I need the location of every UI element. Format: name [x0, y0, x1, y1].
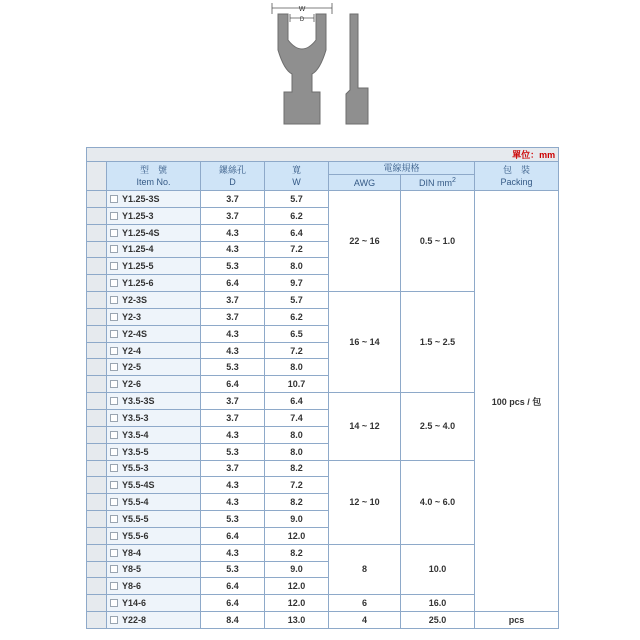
row-checkbox[interactable] — [110, 498, 118, 506]
item-no-text: Y2-3S — [122, 294, 148, 305]
item-no-text: Y5.5-5 — [122, 513, 149, 524]
terminal-side-view — [346, 14, 368, 124]
table-row — [87, 612, 559, 629]
row-checkbox[interactable] — [110, 549, 118, 557]
width-w-cell: 6.5 — [265, 325, 329, 342]
awg-cell: 22 ~ 16 — [329, 191, 401, 292]
din-cell: 0.5 ~ 1.0 — [401, 191, 475, 292]
left-padding-cell — [87, 426, 107, 443]
left-padding-cell — [87, 292, 107, 309]
header-din: DIN $mm^2$ — [401, 175, 475, 191]
width-w-cell: 8.0 — [265, 443, 329, 460]
width-w-cell: 7.2 — [265, 342, 329, 359]
item-no-cell — [107, 308, 201, 325]
width-w-cell: 9.0 — [265, 511, 329, 528]
left-padding-cell — [87, 191, 107, 208]
hole-d-cell: 3.7 — [201, 409, 265, 426]
left-padding-cell — [87, 494, 107, 511]
width-w-cell: 12.0 — [265, 595, 329, 612]
width-w-cell: 10.7 — [265, 376, 329, 393]
width-w-cell: 7.4 — [265, 409, 329, 426]
row-checkbox[interactable] — [110, 195, 118, 203]
din-cell: 16.0 — [401, 595, 475, 612]
row-checkbox[interactable] — [110, 481, 118, 489]
item-no-text: Y3.5-3S — [122, 396, 155, 407]
hole-d-cell: 8.4 — [201, 612, 265, 629]
awg-cell: 4 — [329, 612, 401, 629]
hole-d-cell: 4.3 — [201, 477, 265, 494]
item-no-cell — [107, 477, 201, 494]
left-padding-cell — [87, 342, 107, 359]
din-cell: 10.0 — [401, 544, 475, 595]
dimension-w-label: W — [298, 6, 306, 13]
row-checkbox[interactable] — [110, 262, 118, 270]
hole-d-cell: 3.7 — [201, 393, 265, 410]
hole-d-cell: 5.3 — [201, 258, 265, 275]
left-padding-cell — [87, 275, 107, 292]
header-awg: AWG — [329, 175, 401, 191]
item-no-text: Y5.5-4 — [122, 497, 149, 508]
hole-d-cell: 4.3 — [201, 241, 265, 258]
header-hole-d: 鏍絲孔 D — [201, 162, 265, 191]
hole-d-cell: 3.7 — [201, 191, 265, 208]
hole-d-cell: 6.4 — [201, 275, 265, 292]
item-no-cell — [107, 292, 201, 309]
row-checkbox[interactable] — [110, 448, 118, 456]
header-wire-spec: 電線規格 — [329, 162, 475, 175]
row-checkbox[interactable] — [110, 414, 118, 422]
row-checkbox[interactable] — [110, 431, 118, 439]
dimension-d-label: D — [299, 17, 305, 23]
hole-d-cell: 4.3 — [201, 494, 265, 511]
item-no-text: Y1.25-4S — [122, 227, 160, 238]
item-no-cell — [107, 426, 201, 443]
width-w-cell: 7.2 — [265, 477, 329, 494]
item-no-cell — [107, 544, 201, 561]
item-no-text: Y22-8 — [122, 615, 147, 626]
left-padding-cell — [87, 511, 107, 528]
item-no-cell — [107, 443, 201, 460]
width-w-cell: 6.2 — [265, 308, 329, 325]
width-w-cell: 5.7 — [265, 191, 329, 208]
width-w-cell: 6.2 — [265, 207, 329, 224]
item-no-cell — [107, 342, 201, 359]
width-w-cell: 6.4 — [265, 393, 329, 410]
item-no-text: Y2-4 — [122, 345, 142, 356]
table-row — [87, 191, 559, 208]
spade-terminal-drawing — [262, 0, 382, 130]
row-checkbox[interactable] — [110, 347, 118, 355]
left-padding-cell — [87, 477, 107, 494]
item-no-cell — [107, 275, 201, 292]
item-no-cell — [107, 460, 201, 477]
row-checkbox[interactable] — [110, 397, 118, 405]
hole-d-cell: 3.7 — [201, 207, 265, 224]
row-checkbox[interactable] — [110, 532, 118, 540]
hole-d-cell: 5.3 — [201, 511, 265, 528]
item-no-text: Y8-4 — [122, 547, 142, 558]
item-no-cell — [107, 578, 201, 595]
hole-d-cell: 4.3 — [201, 325, 265, 342]
width-w-cell: 8.2 — [265, 460, 329, 477]
awg-cell: 6 — [329, 595, 401, 612]
width-w-cell: 8.0 — [265, 359, 329, 376]
left-padding-cell — [87, 325, 107, 342]
width-w-cell: 13.0 — [265, 612, 329, 629]
row-checkbox[interactable] — [110, 582, 118, 590]
din-cell: 1.5 ~ 2.5 — [401, 292, 475, 393]
item-no-text: Y1.25-3S — [122, 193, 160, 204]
item-no-text: Y5.5-4S — [122, 480, 155, 491]
hole-d-cell: 3.7 — [201, 308, 265, 325]
item-no-text: Y2-4S — [122, 328, 148, 339]
left-padding-cell — [87, 443, 107, 460]
item-no-text: Y5.5-6 — [122, 530, 149, 541]
left-padding-cell — [87, 258, 107, 275]
hole-d-cell: 6.4 — [201, 578, 265, 595]
width-w-cell: 12.0 — [265, 578, 329, 595]
packing-cell: 100 pcs / 包 — [475, 191, 559, 612]
item-no-cell — [107, 258, 201, 275]
left-padding-cell — [87, 595, 107, 612]
left-padding-cell — [87, 207, 107, 224]
din-cell: 25.0 — [401, 612, 475, 629]
width-w-cell: 9.0 — [265, 561, 329, 578]
item-no-text: Y3.5-5 — [122, 446, 149, 457]
left-padding-cell — [87, 241, 107, 258]
item-no-cell — [107, 612, 201, 629]
packing-cell: pcs — [475, 612, 559, 629]
item-no-cell — [107, 595, 201, 612]
row-checkbox[interactable] — [110, 380, 118, 388]
left-padding-cell — [87, 561, 107, 578]
terminal-front-view — [278, 14, 326, 124]
header-packing: 包 裝 Packing — [475, 162, 559, 191]
row-checkbox[interactable] — [110, 245, 118, 253]
awg-cell: 8 — [329, 544, 401, 595]
hole-d-cell: 5.3 — [201, 443, 265, 460]
row-checkbox[interactable] — [110, 313, 118, 321]
row-checkbox[interactable] — [110, 212, 118, 220]
row-checkbox[interactable] — [110, 464, 118, 472]
item-no-cell — [107, 494, 201, 511]
item-no-text: Y14-6 — [122, 598, 147, 609]
item-no-text: Y8-6 — [122, 581, 142, 592]
row-checkbox[interactable] — [110, 565, 118, 573]
item-no-text: Y3.5-3 — [122, 412, 149, 423]
item-no-cell — [107, 325, 201, 342]
item-no-cell — [107, 191, 201, 208]
width-w-cell: 6.4 — [265, 224, 329, 241]
left-padding-cell — [87, 162, 107, 191]
left-padding-cell — [87, 308, 107, 325]
width-w-cell: 7.2 — [265, 241, 329, 258]
item-no-text: Y1.25-4 — [122, 244, 154, 255]
item-no-cell — [107, 409, 201, 426]
item-no-text: Y2-3 — [122, 311, 142, 322]
spade-terminal-spec-table — [86, 147, 559, 629]
item-no-text: Y5.5-3 — [122, 463, 149, 474]
hole-d-cell: 6.4 — [201, 527, 265, 544]
left-padding-cell — [87, 612, 107, 629]
item-no-cell — [107, 376, 201, 393]
row-checkbox[interactable] — [110, 296, 118, 304]
hole-d-cell: 6.4 — [201, 595, 265, 612]
item-no-cell — [107, 241, 201, 258]
hole-d-cell: 3.7 — [201, 460, 265, 477]
header-width-w: 寬 W — [265, 162, 329, 191]
row-checkbox[interactable] — [110, 515, 118, 523]
item-no-cell — [107, 393, 201, 410]
item-no-cell — [107, 224, 201, 241]
awg-cell: 16 ~ 14 — [329, 292, 401, 393]
item-no-text: Y3.5-4 — [122, 429, 149, 440]
hole-d-cell: 4.3 — [201, 224, 265, 241]
row-checkbox[interactable] — [110, 616, 118, 624]
item-no-text: Y1.25-6 — [122, 278, 154, 289]
hole-d-cell: 5.3 — [201, 359, 265, 376]
left-padding-cell — [87, 527, 107, 544]
awg-cell: 14 ~ 12 — [329, 393, 401, 460]
item-no-cell — [107, 527, 201, 544]
left-padding-cell — [87, 544, 107, 561]
width-w-cell: 5.7 — [265, 292, 329, 309]
width-w-cell: 12.0 — [265, 527, 329, 544]
hole-d-cell: 4.3 — [201, 342, 265, 359]
item-no-cell — [107, 561, 201, 578]
hole-d-cell: 6.4 — [201, 376, 265, 393]
item-no-cell — [107, 511, 201, 528]
item-no-text: Y2-5 — [122, 362, 142, 373]
left-padding-cell — [87, 460, 107, 477]
item-no-cell — [107, 207, 201, 224]
din-cell: 4.0 ~ 6.0 — [401, 460, 475, 544]
row-checkbox[interactable] — [110, 363, 118, 371]
row-checkbox[interactable] — [110, 279, 118, 287]
width-w-cell: 9.7 — [265, 275, 329, 292]
hole-d-cell: 5.3 — [201, 561, 265, 578]
hole-d-cell: 4.3 — [201, 426, 265, 443]
awg-cell: 12 ~ 10 — [329, 460, 401, 544]
row-checkbox[interactable] — [110, 599, 118, 607]
width-w-cell: 8.0 — [265, 258, 329, 275]
hole-d-cell: 4.3 — [201, 544, 265, 561]
width-w-cell: 8.2 — [265, 494, 329, 511]
item-no-text: Y1.25-5 — [122, 261, 154, 272]
left-padding-cell — [87, 359, 107, 376]
row-checkbox[interactable] — [110, 330, 118, 338]
left-padding-cell — [87, 224, 107, 241]
width-w-cell: 8.0 — [265, 426, 329, 443]
row-checkbox[interactable] — [110, 229, 118, 237]
width-w-cell: 8.2 — [265, 544, 329, 561]
left-padding-cell — [87, 393, 107, 410]
left-padding-cell — [87, 409, 107, 426]
hole-d-cell: 3.7 — [201, 292, 265, 309]
unit-label: 單位：mm — [87, 148, 559, 162]
left-padding-cell — [87, 376, 107, 393]
header-item-no: 型 號 Item No. — [107, 162, 201, 191]
item-no-text: Y8-5 — [122, 564, 142, 575]
din-cell: 2.5 ~ 4.0 — [401, 393, 475, 460]
left-padding-cell — [87, 578, 107, 595]
item-no-cell — [107, 359, 201, 376]
item-no-text: Y2-6 — [122, 379, 142, 390]
item-no-text: Y1.25-3 — [122, 210, 154, 221]
